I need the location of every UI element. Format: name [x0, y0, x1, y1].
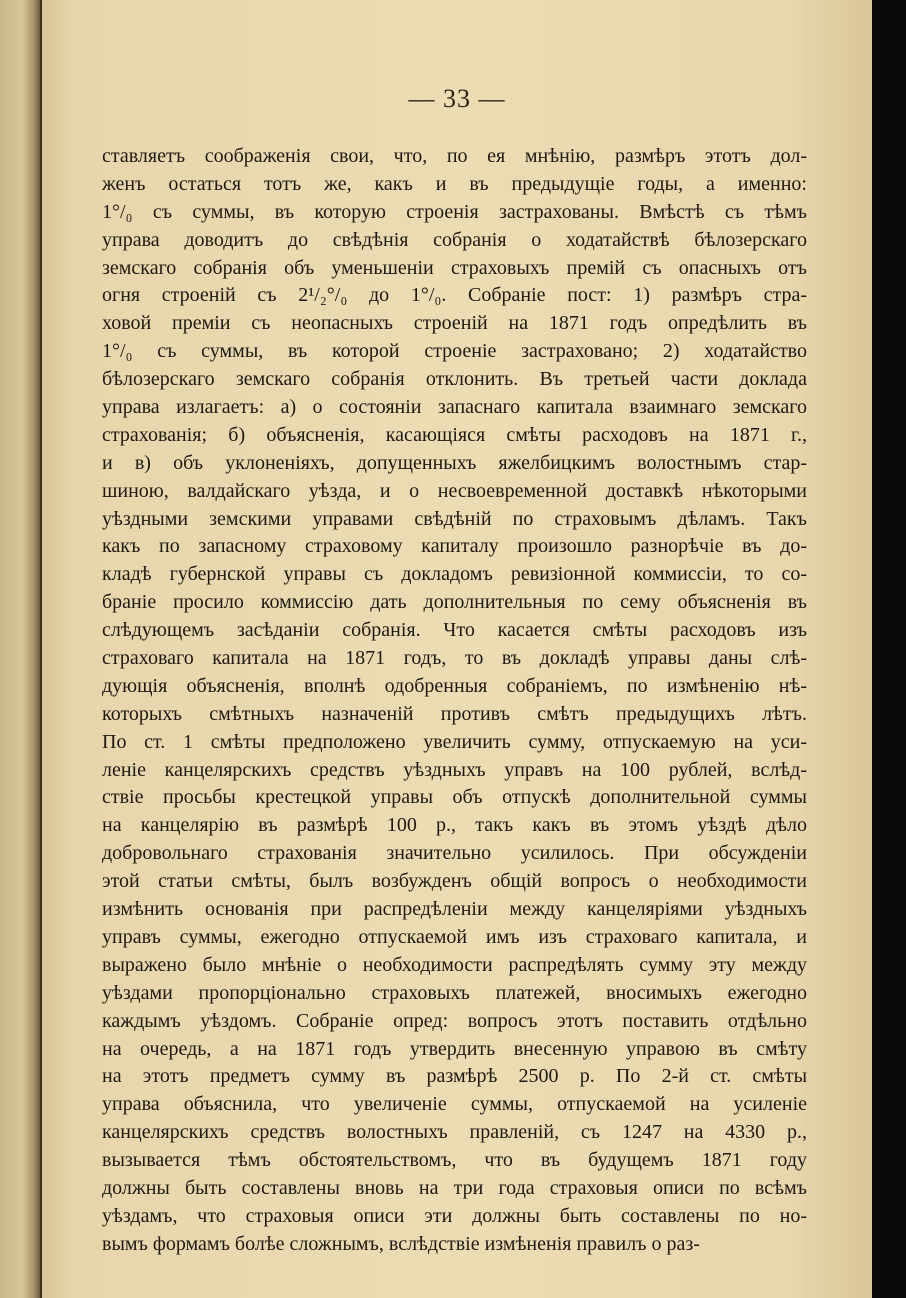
text-line: измѣнить основанія при распредѣленіи между канцеляріями уѣздныхъ: [102, 898, 807, 921]
text-line: на канцелярію въ размѣрѣ 100 р., такъ какъ въ этомъ уѣздѣ дѣло: [102, 814, 807, 837]
text-line: 1°/₀ съ суммы, въ которую строенія застрахованы. Вмѣстѣ съ тѣмъ: [102, 200, 807, 223]
text-line: ставляетъ соображенія свои, что, по ея мнѣнію, размѣръ этотъ дол-: [102, 145, 807, 167]
text-line: должны быть составлены вновь на три года страховыя описи по всѣмъ: [102, 1176, 807, 1199]
text-line: огня строеній съ 2¹/₂°/₀ до 1°/₀. Собраніе пост: 1) размѣръ стра-: [102, 284, 807, 307]
text-line: дующія объясненія, вполнѣ одобренныя собраніемъ, по измѣненію нѣ-: [102, 674, 807, 697]
text-line: этой статьи смѣты, былъ возбужденъ общій вопросъ о необходимости: [102, 870, 807, 893]
text-line: которыхъ смѣтныхъ назначеній противъ смѣтъ предыдущихъ лѣтъ.: [102, 702, 807, 725]
text-line: шиною, валдайскаго уѣзда, и о несвоевременной доставкѣ нѣкоторыми: [102, 479, 807, 502]
book-spine: [0, 0, 42, 1298]
text-line: ховой преміи съ неопасныхъ строеній на 1871 годъ опредѣлить въ: [102, 312, 807, 335]
text-line: страхованія; б) объясненія, касающіяся смѣты расходовъ на 1871 г.,: [102, 423, 807, 446]
text-line: вымъ формамъ болѣе сложнымъ, вслѣдствіе измѣненія правилъ о раз-: [102, 1232, 700, 1255]
text-line: каждымъ уѣздомъ. Собраніе опред: вопросъ этотъ поставить отдѣльно: [102, 1009, 807, 1032]
text-line: управа излагаетъ: а) о состояніи запаснаго капитала взаимнаго земскаго: [102, 396, 807, 419]
text-line: леніе канцелярскихъ средствъ уѣздныхъ управъ на 100 рублей, вслѣд-: [102, 758, 807, 781]
text-line: страховаго капитала на 1871 годъ, то въ докладѣ управы даны слѣ-: [102, 647, 807, 670]
text-line: управа объяснила, что увеличеніе суммы, отпускаемой на усиленіе: [102, 1093, 807, 1116]
text-line: женъ остаться тотъ же, какъ и въ предыдущіе годы, а именно:: [102, 172, 807, 195]
text-line: ствіе просьбы крестецкой управы объ отпускѣ дополнительной суммы: [102, 786, 807, 809]
text-line: вызывается тѣмъ обстоятельствомъ, что въ будущемъ 1871 году: [102, 1149, 807, 1172]
body-text: [102, 143, 807, 1259]
text-line: уѣздами пропорціонально страховыхъ платежей, вносимыхъ ежегодно: [102, 981, 807, 1004]
text-line: кладѣ губернской управы съ докладомъ ревизіонной коммиссіи, то со-: [102, 563, 807, 586]
page-number: — 33 —: [408, 84, 506, 113]
text-line: уѣздными земскими управами свѣдѣній по страховымъ дѣламъ. Такъ: [102, 507, 807, 530]
text-line: выражено было мнѣніе о необходимости распредѣлять сумму эту между: [102, 953, 807, 976]
text-line: добровольнаго страхованія значительно усилилось. При обсужденіи: [102, 842, 807, 865]
text-line: на этотъ предметъ сумму въ размѣрѣ 2500 р. По 2-й ст. смѣты: [102, 1065, 807, 1088]
text-line: какъ по запасному страховому капиталу произошло разнорѣчіе въ до-: [102, 535, 807, 558]
text-line: на очередь, а на 1871 годъ утвердить внесенную управою въ смѣту: [102, 1037, 807, 1060]
text-line: браніе просило коммиссію дать дополнительныя по сему объясненія въ: [102, 591, 807, 614]
text-line: земскаго собранія объ уменьшеніи страховыхъ премій съ опасныхъ отъ: [102, 256, 807, 279]
text-line: канцелярскихъ средствъ волостныхъ правленій, съ 1247 на 4330 р.,: [102, 1121, 807, 1144]
text-line: слѣдующемъ засѣданіи собранія. Что касается смѣты расходовъ изъ: [102, 619, 807, 642]
text-line: По ст. 1 смѣты предположено увеличить сумму, отпускаемую на уси-: [102, 730, 807, 753]
book-page: [42, 0, 872, 1298]
text-line: и в) объ уклоненіяхъ, допущенныхъ яжелбицкимъ волостнымъ стар-: [102, 451, 807, 474]
text-line: управъ суммы, ежегодно отпускаемой имъ изъ страховаго капитала, и: [102, 925, 807, 948]
text-line: уѣздамъ, что страховыя описи эти должны быть составлены по но-: [102, 1204, 807, 1227]
text-line: управа доводитъ до свѣдѣнія собранія о ходатайствѣ бѣлозерскаго: [102, 228, 807, 251]
scan-border: [872, 0, 906, 1298]
text-line: бѣлозерскаго земскаго собранія отклонить. Въ третьей части доклада: [102, 368, 807, 391]
text-line: 1°/₀ съ суммы, въ которой строеніе застраховано; 2) ходатайство: [102, 340, 807, 363]
